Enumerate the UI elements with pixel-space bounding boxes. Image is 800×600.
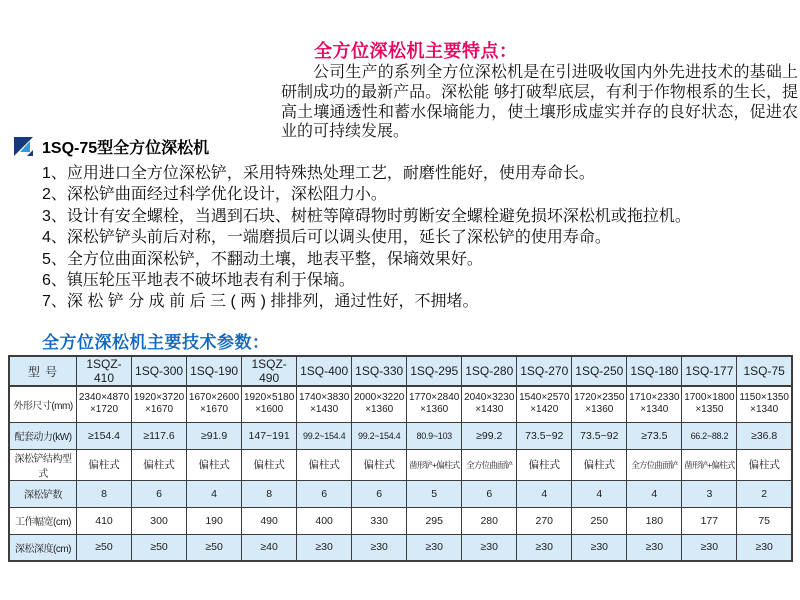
features-title: 全方位深松机主要特点：: [314, 41, 518, 61]
spec-value-cell: 偏柱式: [187, 449, 242, 480]
spec-value-cell: 330: [352, 507, 407, 534]
spec-value-cell: 8: [242, 480, 297, 507]
spec-value-cell: 280: [462, 507, 517, 534]
spec-row: [9, 422, 792, 449]
spec-value-cell: 偏柱式: [242, 449, 297, 480]
spec-value-cell: 8: [77, 480, 132, 507]
spec-value-cell: ≥30: [352, 534, 407, 561]
spec-value-cell: 偏柱式: [572, 449, 627, 480]
spec-value-cell: 1720×2350 ×1360: [572, 386, 627, 422]
spec-value-cell: ≥50: [187, 534, 242, 561]
spec-value-cell: 偏柱式: [517, 449, 572, 480]
spec-value-cell: ≥30: [407, 534, 462, 561]
feature-item: 1、应用进口全方位深松铲，采用特殊热处理工艺，耐磨性能好，使用寿命长。: [42, 165, 595, 182]
intro-paragraph: 公司生产的系列全方位深松机是在引进吸收国内外先进技术的基础上研制成功的最新产品。深松能 够打破犁底层，有利于作物根系的生长，提高土壤通透性和蓄水保墒能力，使土壤形成虚实并存的良好状态，促进农业的可持续发展。: [281, 64, 798, 141]
spec-row-label: 深松铲结构型式: [9, 449, 77, 480]
feature-item: 2、深松铲曲面经过科学优化设计，深松阻力小。: [42, 186, 387, 204]
product-title-row: [14, 135, 209, 158]
spec-row-label: 外形尺寸(mm): [9, 386, 77, 422]
spec-value-cell: 73.5~92: [517, 422, 572, 449]
model-header-cell: 1SQ-177: [682, 356, 737, 386]
spec-value-cell: 1150×1350 ×1340: [737, 386, 792, 422]
spec-value-cell: 4: [517, 480, 572, 507]
spec-value-cell: 73.5~92: [572, 422, 627, 449]
spec-value-cell: 偏柱式: [737, 449, 792, 480]
spec-value-cell: 1740×3830 ×1430: [297, 386, 352, 422]
model-header-cell: 1SQ-330: [352, 356, 407, 386]
spec-row-label: 深松铲数: [9, 480, 77, 507]
spec-value-cell: ≥91.9: [187, 422, 242, 449]
spec-value-cell: ≥50: [132, 534, 187, 561]
spec-row-label: 配套动力(kW): [9, 422, 77, 449]
spec-value-cell: 75: [737, 507, 792, 534]
spec-value-cell: 1700×1800 ×1350: [682, 386, 737, 422]
spec-value-cell: 490: [242, 507, 297, 534]
spec-value-cell: 400: [297, 507, 352, 534]
specs-title: 全方位深松机主要技术参数：: [42, 333, 270, 352]
spec-value-cell: 2040×3230 ×1430: [462, 386, 517, 422]
spec-value-cell: ≥154.4: [77, 422, 132, 449]
spec-value-cell: ≥30: [297, 534, 352, 561]
model-header-cell: 1SQZ-410: [77, 356, 132, 386]
spec-value-cell: 1920×5180 ×1600: [242, 386, 297, 422]
spec-value-cell: ≥30: [462, 534, 517, 561]
spec-value-cell: ≥30: [572, 534, 627, 561]
spec-value-cell: 80.9~103: [407, 422, 462, 449]
spec-value-cell: 偏柱式: [77, 449, 132, 480]
model-header-cell: 1SQ-180: [627, 356, 682, 386]
feature-item: 6、镇压轮压平地表不破坏地表有利于保墒。: [42, 272, 355, 290]
feature-item: 3、设计有安全螺栓，当遇到石块、树桩等障碍物时剪断安全螺栓避免损坏深松机或拖拉机。: [42, 207, 691, 225]
model-header-cell: 1SQ-75: [737, 356, 792, 386]
spec-value-cell: 190: [187, 507, 242, 534]
spec-value-cell: 4: [627, 480, 682, 507]
spec-value-cell: ≥50: [77, 534, 132, 561]
spec-value-cell: 6: [132, 480, 187, 507]
spec-value-cell: 300: [132, 507, 187, 534]
spec-value-cell: 2: [737, 480, 792, 507]
flag-logo-icon: [14, 137, 33, 156]
spec-value-cell: 1710×2330 ×1340: [627, 386, 682, 422]
spec-row-label: 工作幅宽(cm): [9, 507, 77, 534]
spec-value-cell: 410: [77, 507, 132, 534]
spec-row: [9, 534, 792, 561]
spec-row: [9, 480, 792, 507]
spec-value-cell: 180: [627, 507, 682, 534]
model-header-cell: 1SQ-400: [297, 356, 352, 386]
spec-row: [9, 386, 792, 422]
spec-value-cell: 270: [517, 507, 572, 534]
spec-value-cell: 1540×2570 ×1420: [517, 386, 572, 422]
spec-value-cell: 2340×4870 ×1720: [77, 386, 132, 422]
spec-value-cell: 66.2~88.2: [682, 422, 737, 449]
spec-value-cell: 99.2~154.4: [352, 422, 407, 449]
spec-value-cell: 6: [352, 480, 407, 507]
specs-table: [8, 355, 793, 562]
spec-value-cell: ≥117.6: [132, 422, 187, 449]
spec-value-cell: 1770×2840 ×1360: [407, 386, 462, 422]
spec-value-cell: ≥30: [627, 534, 682, 561]
spec-row: [9, 507, 792, 534]
model-header-cell: 1SQ-295: [407, 356, 462, 386]
spec-value-cell: 147~191: [242, 422, 297, 449]
spec-value-cell: 全方位曲面铲: [462, 449, 517, 480]
spec-value-cell: 凿形铲+偏柱式: [682, 449, 737, 480]
model-header-cell: 1SQZ-490: [242, 356, 297, 386]
spec-value-cell: 4: [187, 480, 242, 507]
spec-value-cell: 偏柱式: [352, 449, 407, 480]
spec-value-cell: 3: [682, 480, 737, 507]
spec-value-cell: ≥99.2: [462, 422, 517, 449]
spec-value-cell: 2000×3220 ×1360: [352, 386, 407, 422]
spec-value-cell: 99.2~154.4: [297, 422, 352, 449]
spec-value-cell: ≥30: [682, 534, 737, 561]
spec-value-cell: 凿形铲+偏柱式: [407, 449, 462, 480]
features-list: [42, 163, 790, 313]
spec-value-cell: ≥30: [737, 534, 792, 561]
spec-value-cell: 250: [572, 507, 627, 534]
spec-value-cell: 全方位曲面铲: [627, 449, 682, 480]
model-header-cell: 1SQ-250: [572, 356, 627, 386]
feature-item: 7、深 松 铲 分 成 前 后 三 ( 两 ) 排排列，通过性好，不拥堵。: [42, 293, 479, 311]
spec-value-cell: 1920×3720 ×1670: [132, 386, 187, 422]
spec-value-cell: 5: [407, 480, 462, 507]
spec-value-cell: 4: [572, 480, 627, 507]
spec-value-cell: 1670×2600 ×1670: [187, 386, 242, 422]
product-title: 1SQ-75型全方位深松机: [42, 140, 210, 157]
model-header-cell: 1SQ-300: [132, 356, 187, 386]
spec-value-cell: ≥73.5: [627, 422, 682, 449]
spec-value-cell: 偏柱式: [132, 449, 187, 480]
model-row-label: 型 号: [9, 356, 77, 386]
model-header-cell: 1SQ-280: [462, 356, 517, 386]
spec-row-label: 深松深度(cm): [9, 534, 77, 561]
spec-value-cell: 177: [682, 507, 737, 534]
spec-value-cell: ≥40: [242, 534, 297, 561]
spec-value-cell: 偏柱式: [297, 449, 352, 480]
model-header-cell: 1SQ-190: [187, 356, 242, 386]
spec-value-cell: 295: [407, 507, 462, 534]
spec-row: [9, 449, 792, 480]
spec-value-cell: 6: [297, 480, 352, 507]
spec-value-cell: ≥30: [517, 534, 572, 561]
feature-item: 5、全方位曲面深松铲，不翻动土壤，地表平整，保墒效果好。: [42, 250, 483, 268]
spec-value-cell: 6: [462, 480, 517, 507]
feature-item: 4、深松铲铲头前后对称，一端磨损后可以调头使用，延长了深松铲的使用寿命。: [42, 229, 611, 247]
model-header-cell: 1SQ-270: [517, 356, 572, 386]
spec-value-cell: ≥36.8: [737, 422, 792, 449]
